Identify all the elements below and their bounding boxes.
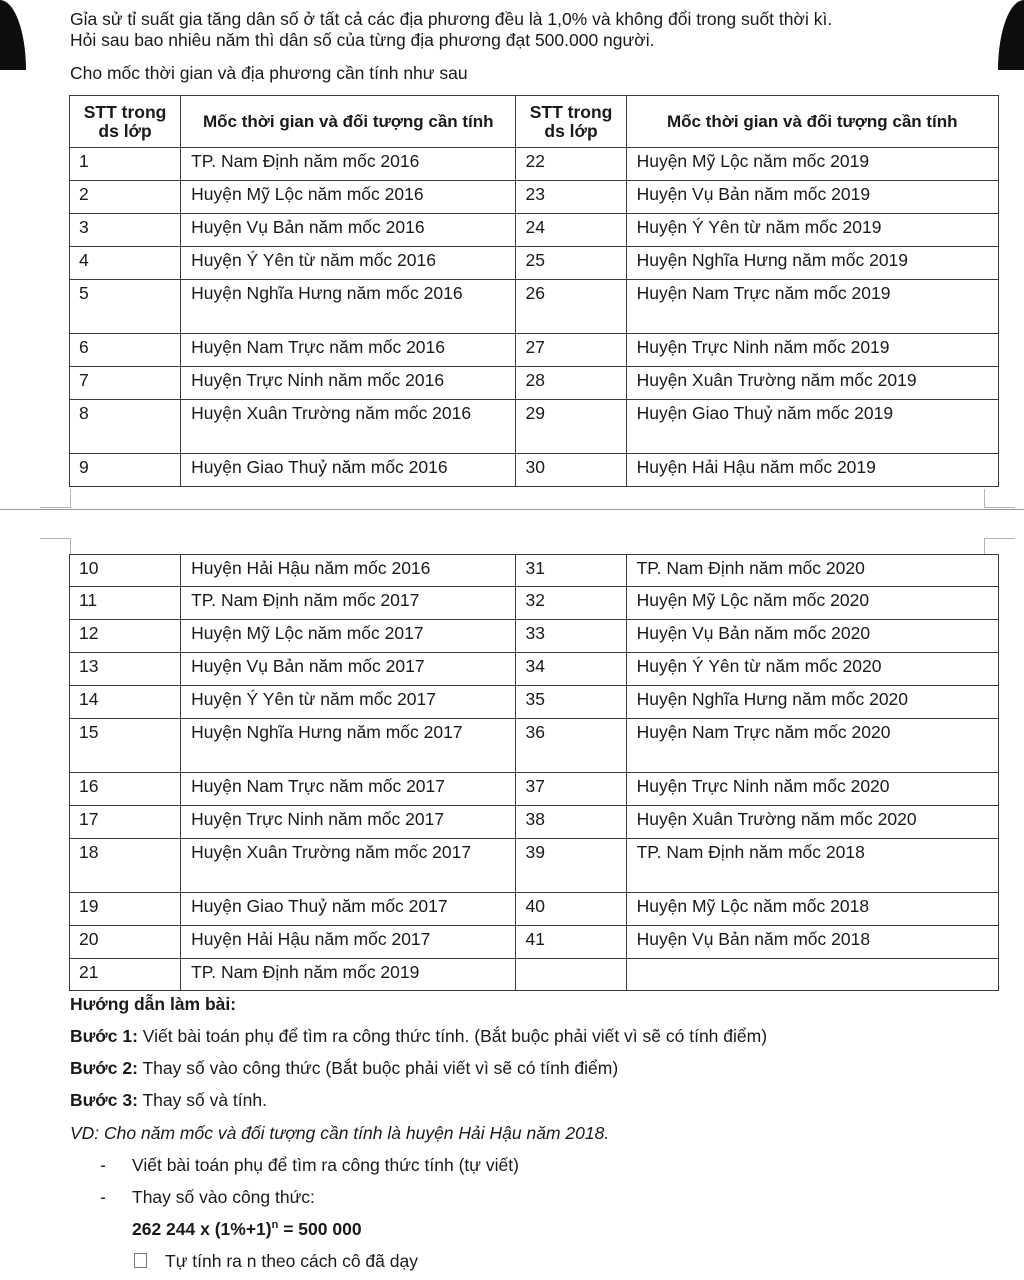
- cell-stt: 11: [70, 587, 181, 620]
- cell-target: Huyện Giao Thuỷ năm mốc 2019: [626, 400, 998, 454]
- header-target-left: Mốc thời gian và đối tượng cần tính: [181, 96, 516, 148]
- instructions-title: Hướng dẫn làm bài:: [70, 994, 237, 1014]
- cell-target: Huyện Nghĩa Hưng năm mốc 2017: [181, 719, 516, 773]
- crop-mark: [984, 538, 1015, 555]
- formula: 262 244 x $(1\%+1)^n = 500$ 000: [132, 1219, 362, 1239]
- cell-stt: 27: [516, 334, 626, 367]
- cell-stt: 30: [516, 454, 626, 487]
- cell-stt: 1: [70, 148, 181, 181]
- table-row: [70, 247, 999, 280]
- table-row: [70, 806, 999, 839]
- cell-stt: 18: [70, 839, 181, 893]
- cell-target: Huyện Nghĩa Hưng năm mốc 2019: [626, 247, 998, 280]
- cell-stt: 39: [516, 839, 626, 893]
- table-caption: Cho mốc thời gian và địa phương cần tính như sau: [70, 63, 468, 83]
- cell-stt: 15: [70, 719, 181, 773]
- cell-target: TP. Nam Định năm mốc 2018: [626, 839, 998, 893]
- cell-target: Huyện Hải Hậu năm mốc 2017: [181, 926, 516, 959]
- crop-mark: [984, 489, 1015, 508]
- checkbox-icon: [134, 1253, 147, 1268]
- bullet-dash: -: [100, 1155, 106, 1175]
- cell-stt: 10: [70, 555, 181, 587]
- cell-target: TP. Nam Định năm mốc 2016: [181, 148, 516, 181]
- table-row: [70, 653, 999, 686]
- table-row: [70, 367, 999, 400]
- cell-target: Huyện Nam Trực năm mốc 2017: [181, 773, 516, 806]
- crop-mark: [40, 489, 71, 508]
- table-row: [70, 181, 999, 214]
- cell-stt: 38: [516, 806, 626, 839]
- instructions: [70, 993, 1010, 1271]
- step-2: Bước 2: Thay số vào công thức (Bắt buộc phải viết vì sẽ có tính điểm): [70, 1058, 619, 1078]
- problem-line-2: Hỏi sau bao nhiêu năm thì dân số của từng địa phương đạt 500.000 người.: [70, 30, 655, 50]
- cell-stt: 5: [70, 280, 181, 334]
- table-row: [70, 773, 999, 806]
- cell-stt: 2: [70, 181, 181, 214]
- cell-stt: 21: [70, 959, 181, 991]
- problem-line-1: Gỉa sử tỉ suất gia tăng dân số ở tất cả các địa phương đều là 1,0% và không đổi trong suốt thời kì.: [70, 9, 833, 29]
- crop-mark: [40, 538, 71, 555]
- cell-target: Huyện Hải Hậu năm mốc 2016: [181, 555, 516, 587]
- cell-stt: 26: [516, 280, 626, 334]
- cell-stt: 12: [70, 620, 181, 653]
- cell-stt: 7: [70, 367, 181, 400]
- cell-target: Huyện Nghĩa Hưng năm mốc 2020: [626, 686, 998, 719]
- table-row: [70, 400, 999, 454]
- cell-target: Huyện Vụ Bản năm mốc 2017: [181, 653, 516, 686]
- cell-target: Huyện Trực Ninh năm mốc 2020: [626, 773, 998, 806]
- table-row: [70, 893, 999, 926]
- cell-stt: 16: [70, 773, 181, 806]
- cell-target: Huyện Nghĩa Hưng năm mốc 2016: [181, 280, 516, 334]
- assignment-table-part-1: [69, 95, 999, 487]
- table-row: [70, 839, 999, 893]
- cell-stt: 20: [70, 926, 181, 959]
- step-3: Bước 3: Thay số và tính.: [70, 1090, 267, 1110]
- cell-target: TP. Nam Định năm mốc 2019: [181, 959, 516, 991]
- cell-stt: 9: [70, 454, 181, 487]
- cell-target: Huyện Nam Trực năm mốc 2020: [626, 719, 998, 773]
- cell-target: Huyện Xuân Trường năm mốc 2016: [181, 400, 516, 454]
- table-row: [70, 959, 999, 991]
- table-row: [70, 280, 999, 334]
- cell-stt: 25: [516, 247, 626, 280]
- problem-statement: [70, 9, 1010, 51]
- table-row: [70, 620, 999, 653]
- cell-stt: 17: [70, 806, 181, 839]
- assignment-table-part-2: [69, 554, 999, 991]
- cell-stt: 13: [70, 653, 181, 686]
- cell-target: Huyện Trực Ninh năm mốc 2019: [626, 334, 998, 367]
- cell-target: Huyện Mỹ Lộc năm mốc 2016: [181, 181, 516, 214]
- cell-target: TP. Nam Định năm mốc 2020: [626, 555, 998, 587]
- table-row: [70, 587, 999, 620]
- cell-target: Huyện Mỹ Lộc năm mốc 2017: [181, 620, 516, 653]
- cell-stt: 37: [516, 773, 626, 806]
- step-1: Bước 1: Viết bài toán phụ để tìm ra công thức tính. (Bắt buộc phải viết vì sẽ có tính điểm): [70, 1026, 768, 1046]
- cell-target: Huyện Vụ Bản năm mốc 2019: [626, 181, 998, 214]
- scan-corner-left: [0, 0, 26, 70]
- cell-target: [626, 959, 998, 991]
- cell-stt: 6: [70, 334, 181, 367]
- cell-stt: 14: [70, 686, 181, 719]
- cell-stt: [516, 959, 626, 991]
- checkbox-item: Tự tính ra n theo cách cô đã dạy: [134, 1251, 418, 1272]
- cell-target: Huyện Ý Yên từ năm mốc 2019: [626, 214, 998, 247]
- cell-target: Huyện Mỹ Lộc năm mốc 2020: [626, 587, 998, 620]
- header-target-right: Mốc thời gian và đối tượng cần tính: [626, 96, 998, 148]
- table-row: [70, 334, 999, 367]
- cell-stt: 19: [70, 893, 181, 926]
- table-header-row: [70, 96, 999, 148]
- bullet-dash: -: [100, 1187, 106, 1207]
- cell-stt: 40: [516, 893, 626, 926]
- table-row: [70, 148, 999, 181]
- cell-target: Huyện Vụ Bản năm mốc 2016: [181, 214, 516, 247]
- cell-target: Huyện Hải Hậu năm mốc 2019: [626, 454, 998, 487]
- cell-target: Huyện Ý Yên từ năm mốc 2017: [181, 686, 516, 719]
- cell-target: Huyện Giao Thuỷ năm mốc 2016: [181, 454, 516, 487]
- cell-stt: 24: [516, 214, 626, 247]
- cell-target: Huyện Vụ Bản năm mốc 2018: [626, 926, 998, 959]
- page-break: [0, 484, 1024, 554]
- cell-stt: 32: [516, 587, 626, 620]
- table-row: [70, 555, 999, 587]
- page-edge-line: [0, 509, 1024, 510]
- cell-target: TP. Nam Định năm mốc 2017: [181, 587, 516, 620]
- cell-stt: 36: [516, 719, 626, 773]
- table-row: [70, 926, 999, 959]
- table-row: [70, 719, 999, 773]
- cell-stt: 8: [70, 400, 181, 454]
- cell-target: Huyện Nam Trực năm mốc 2016: [181, 334, 516, 367]
- bullet-item-2: Thay số vào công thức:: [132, 1187, 315, 1207]
- header-stt-left: STT trong ds lớp: [70, 96, 181, 148]
- cell-stt: 29: [516, 400, 626, 454]
- cell-target: Huyện Mỹ Lộc năm mốc 2019: [626, 148, 998, 181]
- cell-target: Huyện Nam Trực năm mốc 2019: [626, 280, 998, 334]
- cell-target: Huyện Trực Ninh năm mốc 2017: [181, 806, 516, 839]
- cell-target: Huyện Xuân Trường năm mốc 2020: [626, 806, 998, 839]
- cell-target: Huyện Ý Yên từ năm mốc 2016: [181, 247, 516, 280]
- cell-target: Huyện Vụ Bản năm mốc 2020: [626, 620, 998, 653]
- cell-target: Huyện Giao Thuỷ năm mốc 2017: [181, 893, 516, 926]
- cell-target: Huyện Ý Yên từ năm mốc 2020: [626, 653, 998, 686]
- table-row: [70, 454, 999, 487]
- cell-target: Huyện Xuân Trường năm mốc 2019: [626, 367, 998, 400]
- example-statement: VD: Cho năm mốc và đối tượng cần tính là huyện Hải Hậu năm 2018.: [70, 1123, 610, 1143]
- cell-stt: 33: [516, 620, 626, 653]
- cell-target: Huyện Mỹ Lộc năm mốc 2018: [626, 893, 998, 926]
- cell-stt: 34: [516, 653, 626, 686]
- header-stt-right: STT trong ds lớp: [516, 96, 626, 148]
- cell-stt: 41: [516, 926, 626, 959]
- table-row: [70, 214, 999, 247]
- bullet-item-1: Viết bài toán phụ để tìm ra công thức tính (tự viết): [132, 1155, 519, 1175]
- cell-stt: 4: [70, 247, 181, 280]
- cell-target: Huyện Xuân Trường năm mốc 2017: [181, 839, 516, 893]
- cell-stt: 28: [516, 367, 626, 400]
- cell-stt: 22: [516, 148, 626, 181]
- cell-stt: 35: [516, 686, 626, 719]
- cell-target: Huyện Trực Ninh năm mốc 2016: [181, 367, 516, 400]
- cell-stt: 3: [70, 214, 181, 247]
- table-row: [70, 686, 999, 719]
- cell-stt: 31: [516, 555, 626, 587]
- cell-stt: 23: [516, 181, 626, 214]
